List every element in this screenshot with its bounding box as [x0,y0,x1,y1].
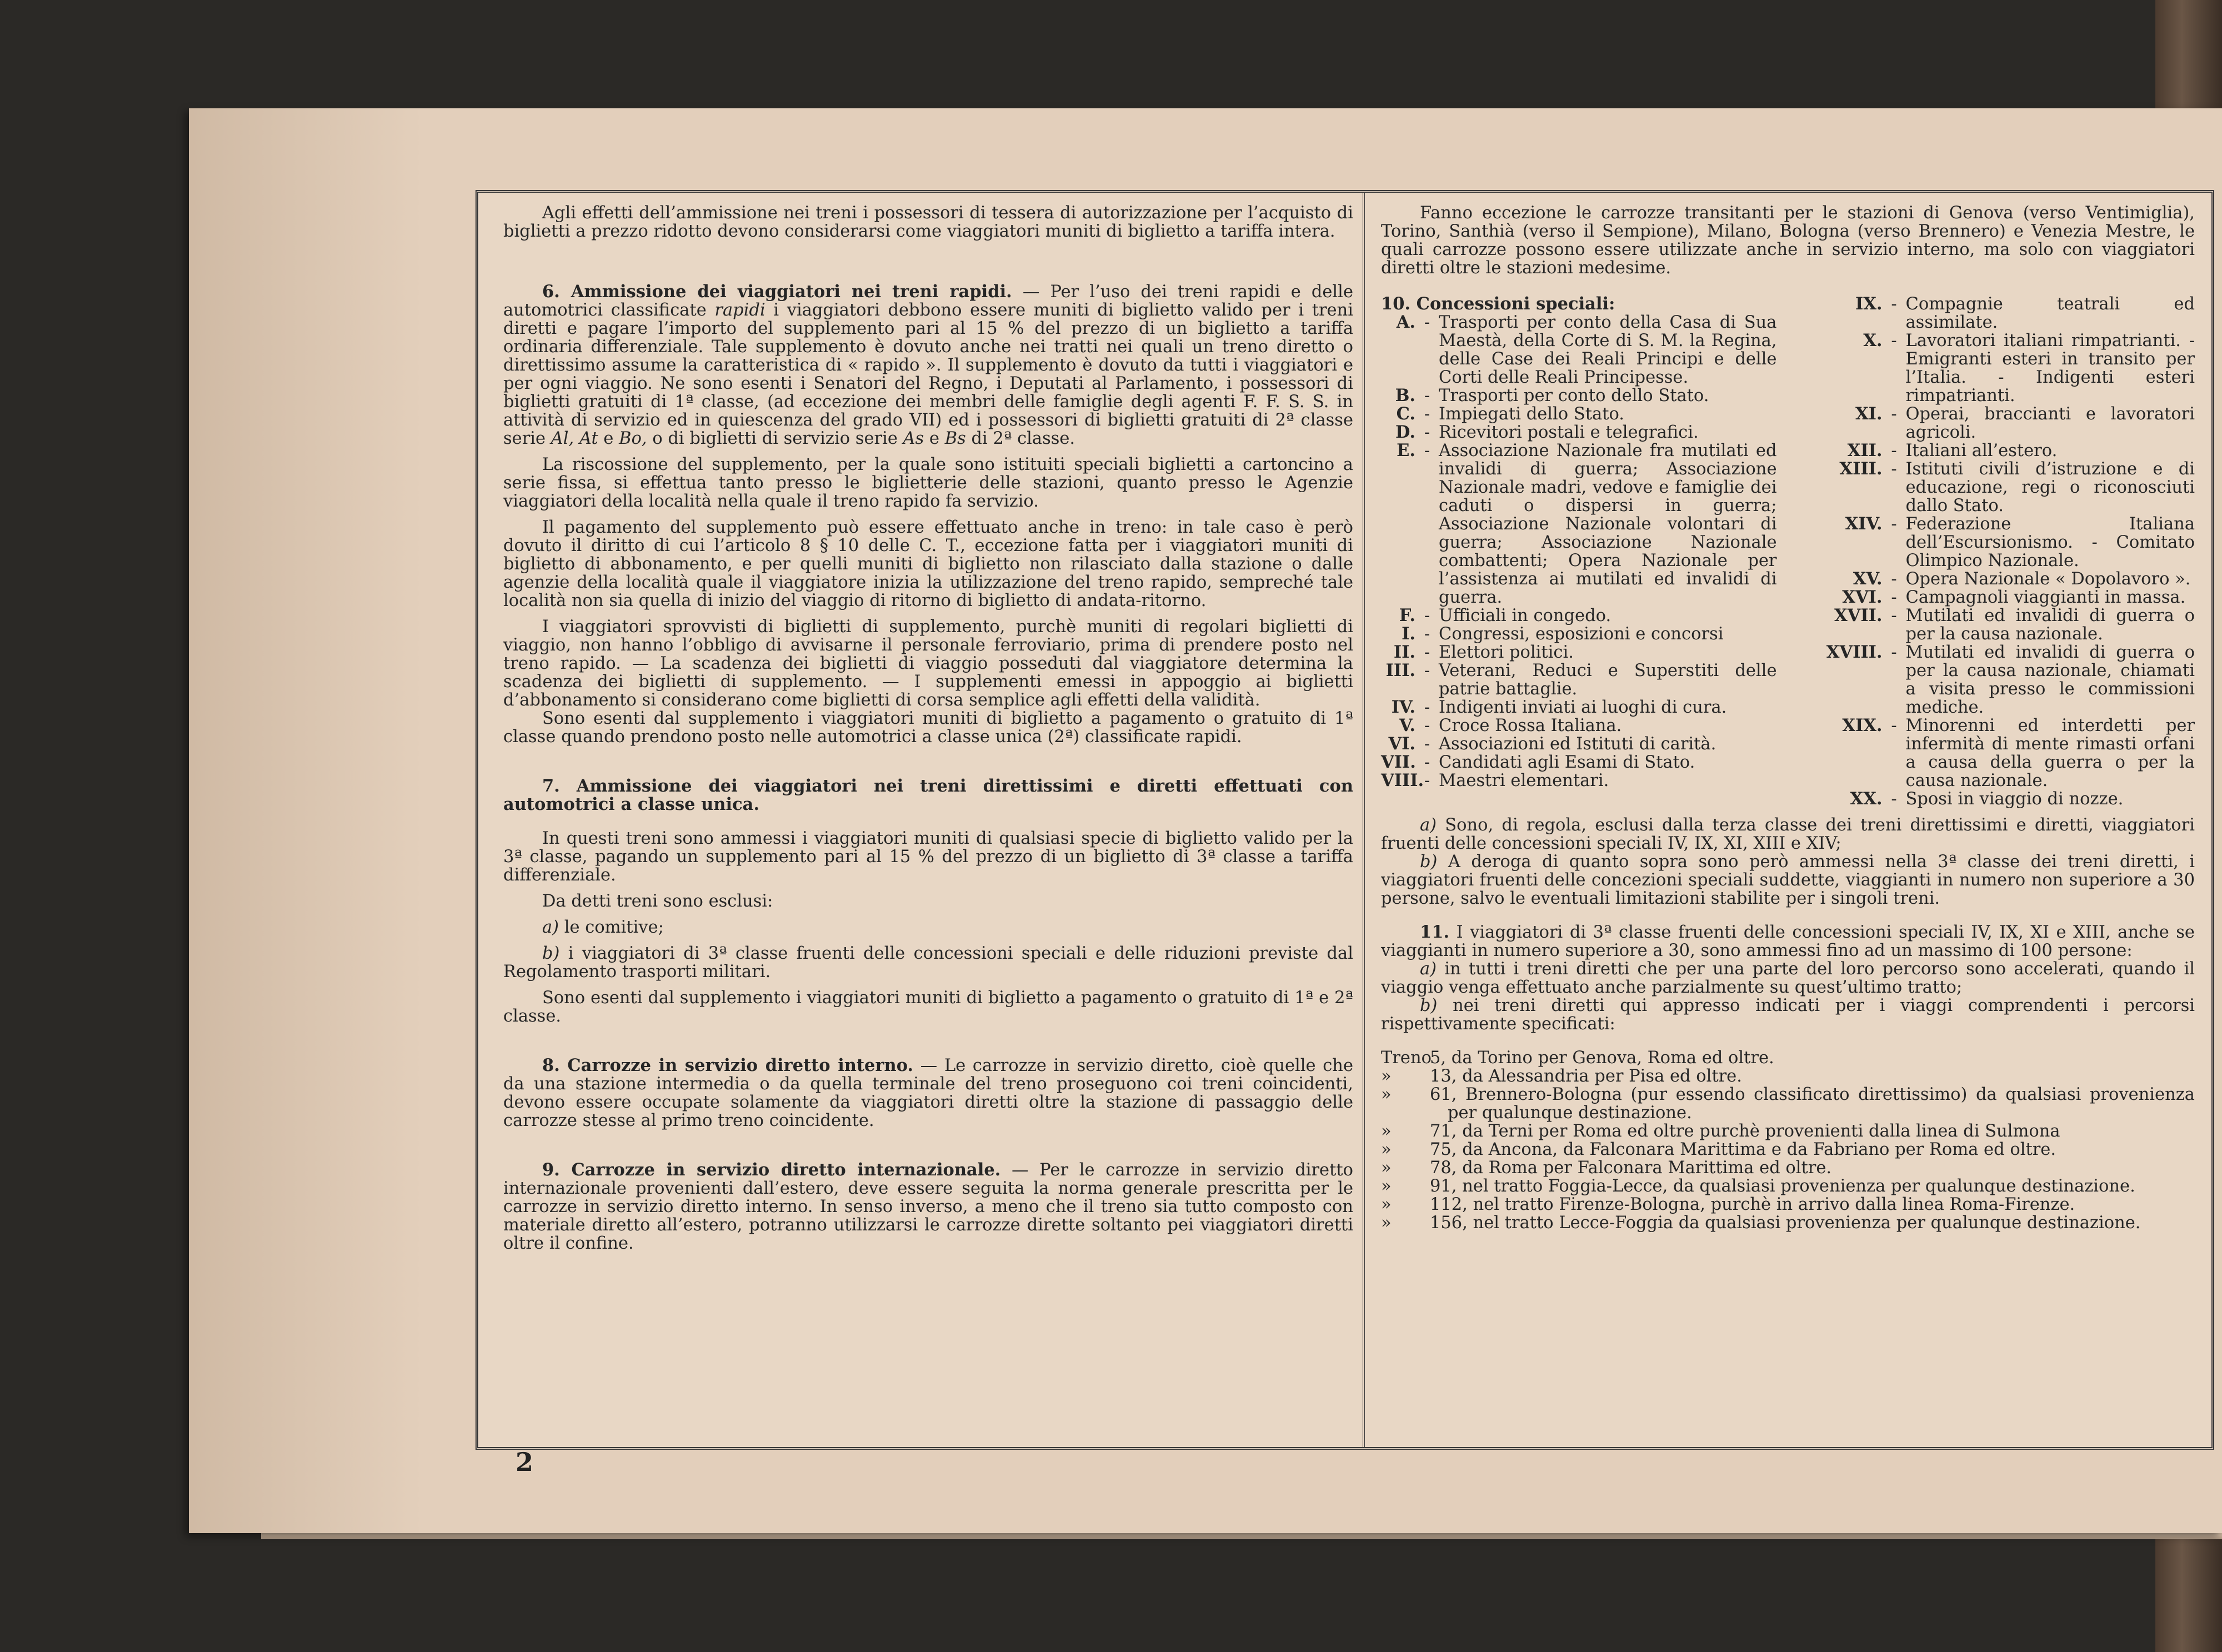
special-concessions [1381,295,2195,808]
concession-dash: - [1891,404,1897,424]
section-6-title: 6. Ammissione dei viaggiatori nei treni rapidi. [542,282,1012,302]
train-entry [1381,1214,2195,1232]
concession-dash: - [1424,624,1430,644]
concession-text: Trasporti per conto dello Stato. [1439,386,1709,406]
concession-dash: - [1424,386,1430,406]
section-9-title: 9. Carrozze in servizio diretto internazionale. [542,1160,1001,1180]
concession-dash: - [1424,753,1430,772]
concession-dash: - [1891,606,1897,625]
concession-item [1799,588,2195,607]
concession-dash: - [1891,569,1897,589]
concession-text: Federazione Italiana dell’Escursionismo. - Comitato Olimpico Nazionale. [1905,514,2195,570]
concession-dash: - [1891,716,1897,735]
concession-code: XI. [1855,404,1883,424]
concession-code: III. [1385,660,1415,680]
concession-dash: - [1891,459,1897,479]
left-column [503,204,1353,1436]
train-label: » [1381,1158,1392,1178]
concession-item [1799,643,2195,717]
concession-text: Veterani, Reduci e Superstiti delle patrie battaglie. [1439,661,1777,699]
section-8-paragraph: 8. Carrozze in servizio diretto interno. — Le carrozze in servizio diretto, cioè quelle che da una stazione intermedia o da quella terminale del treno proseguono coi treni coincidenti, devono essere occupate solamente da viaggiatori diretti oltre la stazione di passaggio delle carrozze stesse al primo treno coincidente. [503,1055,1354,1130]
concession-dash: - [1891,643,1897,662]
concession-text: Associazioni ed Istituti di carità. [1439,734,1716,754]
concession-item [1799,460,2195,515]
section-10-note-b: b) A deroga di quanto sopra sono però ammessi nella 3ª classe dei treni diretti, i viaggiatori fruenti delle concezioni speciali suddette, viaggianti in numero non superiore a 30 persone, salvo le eventuali limitazioni stabilite per i singoli treni. [1381,852,2195,908]
train-entry [1381,1159,2195,1177]
concession-code: IV. [1391,697,1415,717]
concession-dash: - [1424,643,1430,662]
train-description: 5, da Torino per Genova, Roma ed oltre. [1430,1048,1774,1068]
concession-text: Associazione Nazionale fra mutilati ed invalidi di guerra; Associazione Nazionale madri, vedove e famiglie dei caduti o dispersi in guerra; Associazione Nazionale volontari di guerra; Associazione Nazionale combattenti; Opera Nazionale per l’assistenza ai mutilati ed invalidi di guerra. [1439,441,1777,607]
concession-item [1799,790,2195,808]
concession-code: XX. [1850,789,1883,809]
concession-dash: - [1891,588,1897,607]
concession-text: Mutilati ed invalidi di guerra o per la causa nazionale. [1905,606,2195,644]
concession-code: I. [1402,624,1415,644]
concession-item [1799,607,2195,643]
section-8-title: 8. Carrozze in servizio diretto interno. [542,1055,914,1075]
train-description: 78, da Roma per Falconara Marittima ed oltre. [1430,1158,1832,1178]
concession-code: V. [1399,715,1415,735]
concession-item [1381,735,1777,753]
train-label: » [1381,1177,1392,1196]
section-9-paragraph: 9. Carrozze in servizio diretto internazionale. — Per le carrozze in servizio diretto internazionale provenienti dall’estero, deve essere seguita la norma generale prescritta per le carrozze in servizio diretto interno. In senso inverso, a meno che il treno sia tutto composto con materiale diretto all’estero, potranno utilizzarsi le carrozze dirette soltanto pei viaggiatori diretti oltre il confine. [503,1160,1353,1253]
concession-item [1799,405,2195,442]
concession-item [1381,423,1777,442]
train-entry [1381,1140,2195,1159]
concession-text: Congressi, esposizioni e concorsi [1439,624,1724,644]
concession-text: Campagnoli viaggianti in massa. [1905,588,2186,607]
concession-text: Minorenni ed interdetti per infermità di mente rimasti orfani a causa della guerra o per la causa nazionale. [1905,716,2195,790]
train-label: » [1381,1085,1392,1104]
concession-text: Impiegati dello Stato. [1439,404,1624,424]
concession-item [1799,442,2195,460]
train-entry [1381,1049,2195,1067]
concession-item [1381,717,1777,735]
concessions-right-list [1799,295,2195,808]
train-entry [1381,1122,2195,1140]
section-11-title: 11. [1420,922,1450,942]
concession-code: XVII. [1834,605,1883,625]
section-7-paragraph-1: In questi treni sono ammessi i viaggiatori muniti di qualsiasi specie di biglietto valido per la 3ª classe, pagando un supplemento pari al 15 % del prezzo di un biglietto di 3ª classe a tariffa differenziale. [503,829,1353,885]
concession-item [1381,772,1777,790]
concession-code: XVI. [1842,587,1883,607]
concession-item [1799,570,2195,588]
concession-text: Ufficiali in congedo. [1439,606,1612,625]
concession-code: C. [1396,404,1415,424]
concession-item [1381,387,1777,405]
concession-code: D. [1395,422,1415,442]
section-6-paragraph-5: Sono esenti dal supplemento i viaggiatori muniti di biglietto a pagamento o gratuito di 1ª classe quando prendono posto nelle automotrici a classe unica (2ª) classificate rapidi. [503,709,1353,747]
concession-item [1381,753,1777,772]
section-6-paragraph-3: Il pagamento del supplemento può essere effettuato anche in treno: in tale caso è però dovuto il diritto di cui l’articolo 8 § 10 delle C. T., eccezione fatta per i viaggiatori muniti di biglietto di abbonamento, e per quelli muniti di biglietto non rilasciato dalla stazione o dalle agenzie della località quale il viaggiatore inizia la utilizzazione del treno rapido, sempreché tale località non sia quella di inizio del viaggio di ritorno di biglietto di andata-ritorno. [503,518,1353,610]
concession-text: Maestri elementari. [1439,771,1609,790]
concession-dash: - [1424,423,1430,442]
train-label: Treno [1381,1048,1432,1068]
concession-text: Indigenti inviati ai luoghi di cura. [1439,698,1727,717]
concession-dash: - [1891,789,1897,809]
section-7-item-b: b) i viaggiatori di 3ª classe fruenti delle concessioni speciali e delle riduzioni previste dal Regolamento trasporti militari. [503,944,1353,982]
concessions-left-list [1381,295,1777,808]
concession-code: E. [1397,440,1415,460]
concession-dash: - [1891,331,1897,351]
section-6-paragraph-1: 6. Ammissione dei viaggiatori nei treni rapidi. — Per l’uso dei treni rapidi e delle automotrici classificate rapidi i viaggiatori debbono essere muniti di biglietto valido per i treni diretti e pagare l’importo del supplemento pari al 15 % del prezzo di un biglietto a tariffa ordinaria differenziale. Tale supplemento è dovuto anche nei tratti nei quali un treno diretto o direttissimo assume la caratteristica di « rapido ». Il supplemento è dovuto da tutti i viaggiatori e per ogni viaggio. Ne sono esenti i Senatori del Regno, i Deputati al Parlamento, i possessori di biglietti gratuiti di 1ª classe, (ad eccezione dei membri delle famiglie degli agenti F. F. S. S. in attività di servizio ed in quiescenza del grado VII) ed i possessori di biglietti gratuiti di 2ª classe serie Al, At e Bo, o di biglietti di servizio serie As e Bs di 2ª classe. [503,282,1353,448]
concession-text: Lavoratori italiani rimpatrianti. - Emigranti esteri in transito per l’Italia. - Indigenti esteri rimpatrianti. [1905,331,2195,406]
concession-item [1381,607,1777,625]
concession-code: XV. [1853,569,1883,589]
concession-code: IX. [1855,294,1883,314]
concession-item [1381,662,1777,698]
train-description: 75, da Ancona, da Falconara Marittima e da Fabriano per Roma ed oltre. [1430,1140,2056,1159]
train-label: » [1381,1067,1392,1086]
train-list [1381,1049,2195,1232]
concession-item [1381,313,1777,387]
concession-text: Trasporti per conto della Casa di Sua Maestà, della Corte di S. M. la Regina, delle Case dei Reali Principi e delle Corti delle Reali Principesse. [1439,313,1777,387]
concession-item [1799,717,2195,790]
concession-dash: - [1891,514,1897,534]
train-entry [1381,1195,2195,1214]
concession-text: Mutilati ed invalidi di guerra o per la causa nazionale, chiamati a visita presso le commissioni mediche. [1905,643,2195,717]
concession-code: A. [1396,312,1415,332]
section-10-title: 10. Concessioni speciali: [1381,294,1615,314]
train-entry [1381,1085,2195,1122]
concession-text: Italiani all’estero. [1905,441,2058,460]
concession-code: XII. [1847,440,1883,460]
concession-dash: - [1424,698,1430,717]
concession-dash: - [1891,441,1897,460]
concession-dash: - [1424,404,1430,424]
concession-code: VII. [1381,752,1416,772]
concession-item [1381,698,1777,717]
train-label: » [1381,1213,1392,1233]
section-7-title: 7. Ammissione dei viaggiatori nei treni direttissimi e diretti effettuati con automotrici a classe unica. [503,776,1353,814]
section-11-item-b: b) nei treni diretti qui appresso indicati per i viaggi comprendenti i percorsi rispettivamente specificati: [1381,996,2195,1034]
text-frame [476,190,2214,1450]
train-description: 91, nel tratto Foggia-Lecce, da qualsiasi provenienza per qualunque destinazione. [1430,1177,2135,1196]
section-11-paragraph: 11. I viaggiatori di 3ª classe fruenti delle concessioni speciali IV, IX, XI e XIII, anche se viaggianti in numero superiore a 30, sono ammessi fino ad un massimo di 100 persone: [1381,922,2195,960]
section-7-item-a: a) le comitive; [542,918,664,937]
concession-code: VIII. [1381,770,1424,790]
concession-text: Croce Rossa Italiana. [1439,716,1622,735]
concession-code: B. [1395,386,1415,406]
train-entry [1381,1177,2195,1195]
concession-code: XVIII. [1826,642,1883,662]
intro-paragraph: Agli effetti dell’ammissione nei treni i possessori di tessera di autorizzazione per l’acquisto di biglietti a prezzo ridotto devono considerarsi come viaggiatori muniti di biglietto a tariffa intera. [503,203,1353,241]
concession-code: VI. [1388,734,1415,754]
concession-dash: - [1424,734,1430,754]
concession-item [1381,625,1777,643]
concession-text: Compagnie teatrali ed assimilate. [1905,294,2195,332]
concession-text: Sposi in viaggio di nozze. [1905,789,2124,809]
right-column [1381,204,2195,1436]
train-description: 61, Brennero-Bologna (pur essendo classificato direttissimo) da qualsiasi provenienza per qualunque destinazione. [1430,1085,2195,1123]
train-description: 156, nel tratto Lecce-Foggia da qualsiasi provenienza per qualunque destinazione. [1430,1213,2141,1233]
concession-dash: - [1424,606,1430,625]
concession-item [1799,515,2195,570]
concession-dash: - [1424,441,1430,460]
concession-code: XIX. [1842,715,1883,735]
column-divider [1363,193,1365,1447]
train-entry [1381,1067,2195,1085]
train-label: » [1381,1122,1392,1141]
concession-text: Operai, braccianti e lavoratori agricoli. [1905,404,2195,442]
page-number: 2 [516,1447,534,1477]
concession-dash: - [1891,294,1897,314]
section-7-paragraph-3: Sono esenti dal supplemento i viaggiatori muniti di biglietto a pagamento o gratuito di 1ª e 2ª classe. [503,988,1353,1026]
train-description: 13, da Alessandria per Pisa ed oltre. [1430,1067,1742,1086]
concession-code: XIV. [1845,514,1883,534]
concession-code: II. [1393,642,1415,662]
concession-text: Elettori politici. [1439,643,1574,662]
concession-item [1381,643,1777,662]
concession-text: Opera Nazionale « Dopolavoro ». [1905,569,2191,589]
concession-text: Ricevitori postali e telegrafici. [1439,423,1699,442]
concession-text: Candidati agli Esami di Stato. [1439,753,1695,772]
concession-item [1799,332,2195,405]
concession-dash: - [1424,716,1430,735]
train-description: 112, nel tratto Firenze-Bologna, purchè in arrivo dalla linea Roma-Firenze. [1430,1195,2075,1214]
concession-item [1381,405,1777,423]
concession-item [1381,442,1777,607]
section-7-paragraph-2: Da detti treni sono esclusi: [542,892,773,911]
train-label: » [1381,1195,1392,1214]
concession-dash: - [1424,313,1430,332]
concession-dash: - [1424,661,1430,680]
concession-code: F. [1399,605,1415,625]
concession-code: XIII. [1839,459,1883,479]
section-10-note-a: a) Sono, di regola, esclusi dalla terza classe dei treni direttissimi e diretti, viaggiatori fruenti delle concessioni speciali IV, IX, XI, XIII e XIV; [1381,815,2195,853]
concession-item [1799,295,2195,332]
section-6-paragraph-2: La riscossione del supplemento, per la quale sono istituiti speciali biglietti a cartoncino a serie fissa, si effettua tanto presso le biglietterie delle stazioni, quanto presso le Agenzie viaggiatori della località nella quale il treno rapido fa servizio. [503,455,1353,511]
train-description: 71, da Terni per Roma ed oltre purchè provenienti dalla linea di Sulmona [1430,1122,2060,1141]
exception-paragraph: Fanno eccezione le carrozze transitanti per le stazioni di Genova (verso Ventimiglia), Torino, Santhià (verso il Sempione), Milano, Bologna (verso Brennero) e Venezia Mestre, le quali carrozze possono essere utilizzate anche in servizio interno, ma solo con viaggiatori diretti oltre le stazioni medesime. [1381,203,2195,278]
section-6-paragraph-4: I viaggiatori sprovvisti di biglietti di supplemento, purchè muniti di regolari biglietti di viaggio, non hanno l’obbligo di avvisarne il personale ferroviario, prima di prendere posto nel treno rapido. — La scadenza dei biglietti di viaggio posseduti dal viaggiatore determina la scadenza dei biglietti di supplemento. — I supplementi emessi in appoggio ai biglietti d’abbonamento si considerano come biglietti di corsa semplice agli effetti della validità. [503,617,1353,710]
train-label: » [1381,1140,1392,1159]
section-11-item-a: a) in tutti i treni diretti che per una parte del loro percorso sono accelerati, quando il viaggio venga effettuato anche parzialmente su quest’ultimo tratto; [1381,959,2195,997]
concession-dash: - [1424,771,1430,790]
concession-code: X. [1863,331,1883,351]
concession-text: Istituti civili d’istruzione e di educazione, regi o riconosciuti dallo Stato. [1905,459,2195,515]
